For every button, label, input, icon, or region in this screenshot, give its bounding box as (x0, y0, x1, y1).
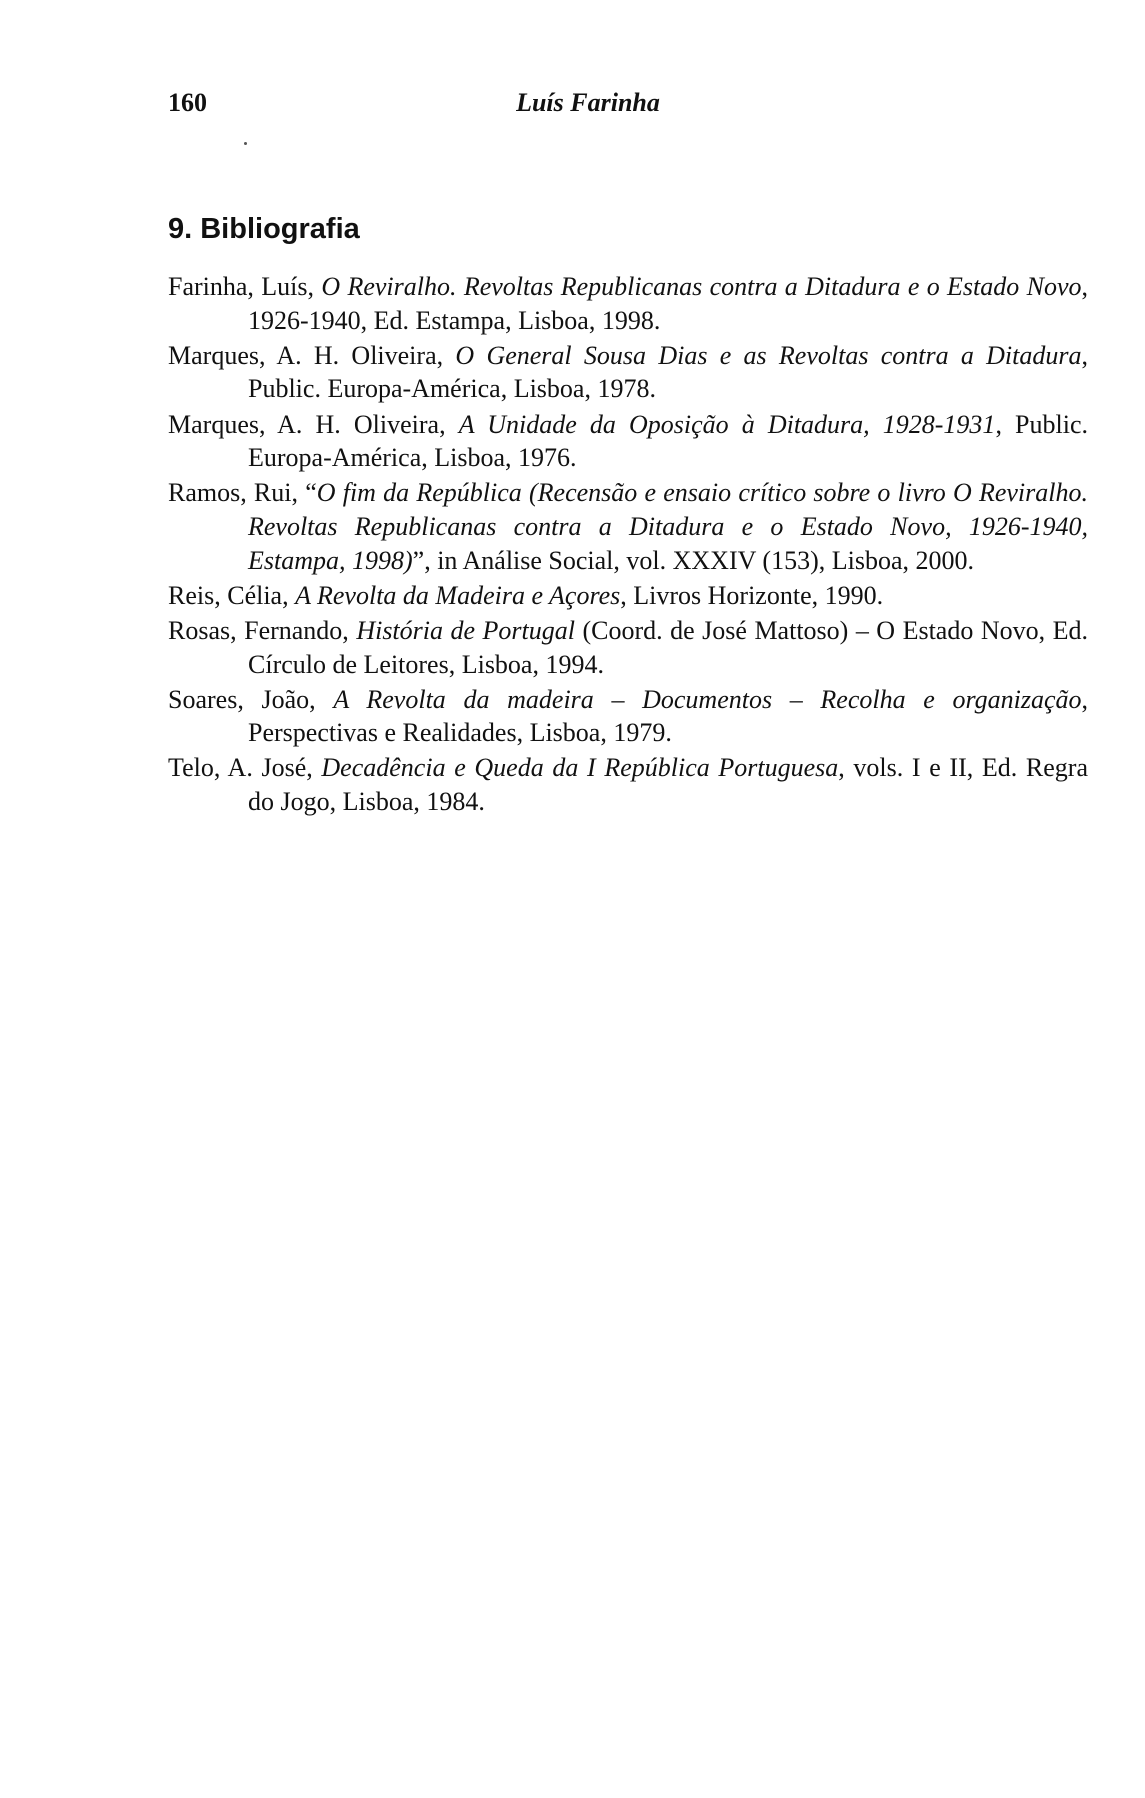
entry-author: Soares, João, (168, 684, 334, 714)
bibliography-entry (168, 683, 1088, 750)
page-header (168, 88, 1008, 128)
entry-author: Ramos, Rui, “ (168, 478, 317, 508)
bibliography-entry (168, 579, 1088, 613)
entry-author: Farinha, Luís, (168, 272, 322, 301)
bibliography-entry (168, 270, 1088, 337)
bibliography-list (168, 270, 1088, 820)
entry-title: A Unidade da Oposição à Ditadura, 1928-1931 (458, 409, 996, 439)
entry-author: Marques, A. H. Oliveira, (168, 409, 459, 439)
entry-publication: , Public. Europa-América, Lisboa, 1976. (248, 409, 1088, 473)
page-number: 160 (168, 88, 207, 117)
entry-title: A Revolta da madeira – Documentos – Recolha e organização (333, 684, 1082, 714)
entry-publication: , Livros Horizonte, 1990. (620, 580, 884, 610)
entry-author: Reis, Célia, (168, 580, 296, 610)
entry-publication: , Public. Europa-América, Lisboa, 1978. (248, 340, 1088, 404)
bibliography-entry (168, 751, 1088, 818)
section-title: 9. Bibliografia (168, 213, 360, 245)
bibliography-entry (168, 614, 1088, 681)
bibliography-entry (168, 476, 1088, 577)
bibliography-entry (168, 339, 1088, 406)
entry-title: O General Sousa Dias e as Revoltas contra a Ditadura (455, 340, 1082, 370)
entry-publication: (Coord. de José Mattoso) – O Estado Novo, Ed. Círculo de Leitores, Lisboa, 1994. (248, 615, 1088, 679)
scan-speck (244, 142, 247, 145)
entry-publication: , Perspectivas e Realidades, Lisboa, 1979. (248, 684, 1088, 748)
entry-publication: , vols. I e II, Ed. Regra do Jogo, Lisboa, 1984. (248, 753, 1088, 817)
entry-title: A Revolta da Madeira e Açores (295, 580, 621, 610)
entry-publication: ”, in Análise Social, vol. XXXIV (153), Lisboa, 2000. (412, 545, 975, 575)
entry-title: O fim da República (Recensão e ensaio crítico sobre o livro O Reviralho. Revoltas Republicanas contra a Ditadura e o Estado Novo, 1926-1940, Estampa, 1998) (248, 478, 1088, 575)
bibliography-entry (168, 408, 1088, 475)
entry-title: Decadência e Queda da I República Portuguesa (321, 753, 839, 783)
entry-title: História de Portugal (356, 615, 575, 645)
entry-publication: , 1926-1940, Ed. Estampa, Lisboa, 1998. (248, 272, 1088, 335)
entry-author: Marques, A. H. Oliveira, (168, 340, 456, 370)
entry-author: Rosas, Fernando, (168, 615, 357, 645)
running-title: Luís Farinha (516, 88, 660, 117)
entry-title: O Reviralho. Revoltas Republicanas contra a Ditadura e o Estado Novo (321, 272, 1082, 301)
entry-author: Telo, A. José, (168, 753, 322, 783)
